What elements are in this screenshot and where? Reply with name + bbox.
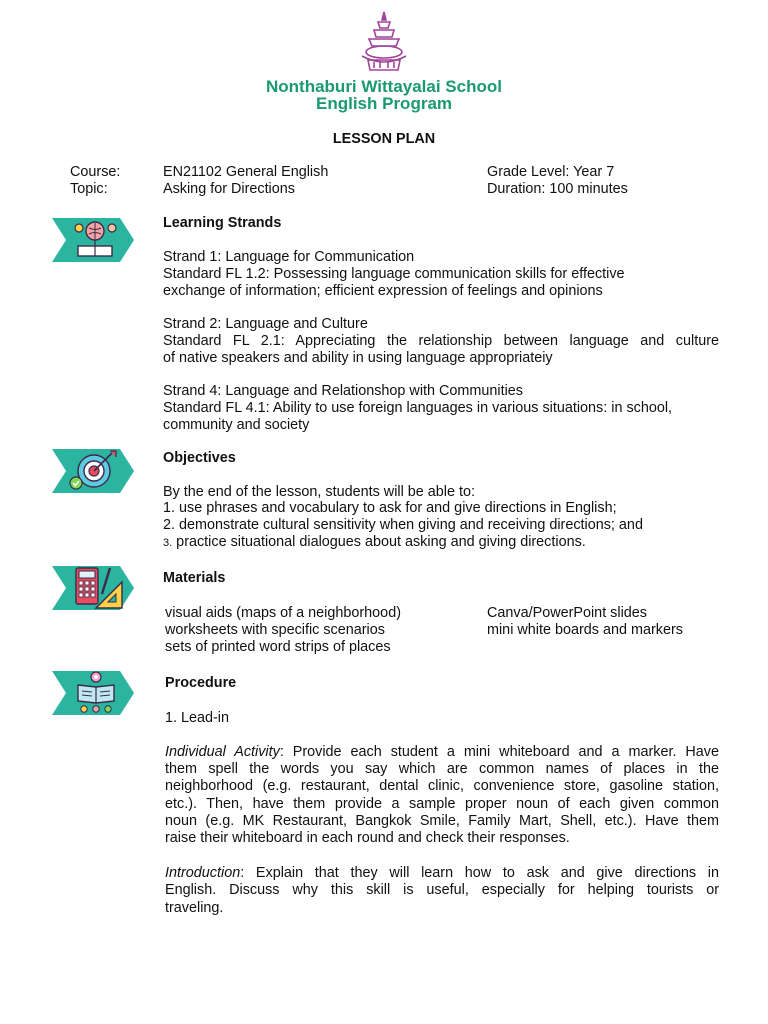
strand4-title: Strand 4: Language and Relationshop with Communities (163, 383, 523, 399)
objective-item-3 (163, 534, 719, 552)
school-crest-icon (356, 10, 412, 74)
individual-activity-line2: them spell the words you say which are common names of places in the (165, 761, 719, 777)
material-right-1: Canva/PowerPoint slides (487, 605, 647, 621)
individual-activity-line6: raise their whiteboard in each round and check their responses. (165, 830, 570, 846)
material-left-2: worksheets with specific scenarios (165, 622, 385, 638)
topic-label: Topic: (70, 181, 108, 197)
strand1-standard-line1: Standard FL 1.2: Possessing language communication skills for effective (163, 266, 625, 282)
objective-item-3-text: practice situational dialogues about asking and giving directions. (172, 534, 586, 550)
material-left-3: sets of printed word strips of places (165, 639, 391, 655)
individual-activity-line5: noun (e.g. MK Restaurant, Bangkok Smile, Family Mart, Shell, etc.). Have them (165, 813, 719, 829)
procedure-heading: Procedure (165, 675, 237, 691)
strand2-title: Strand 2: Language and Culture (163, 316, 368, 332)
objectives-intro: By the end of the lesson, students will be able to: (163, 484, 475, 500)
objective-item-3-number: 3. (163, 537, 173, 549)
learning-strands-heading: Learning Strands (163, 215, 282, 231)
material-right-2: mini white boards and markers (487, 622, 683, 638)
school-name: Nonthaburi Wittayalai School (266, 77, 502, 96)
strand1-standard-line2: exchange of information; efficient expression of feelings and opinions (163, 283, 603, 299)
introduction-line3: traveling. (165, 900, 224, 916)
target-arrow-icon (50, 447, 136, 495)
strand1-title: Strand 1: Language for Communication (163, 249, 415, 265)
course-label: Course: (70, 164, 121, 180)
grade-level: Grade Level: Year 7 (487, 164, 615, 180)
duration: Duration: 100 minutes (487, 181, 628, 197)
strand2-standard-line1: Standard FL 2.1: Appreciating the relationship between language and culture (163, 333, 719, 349)
objectives-heading: Objectives (163, 450, 236, 466)
objective-item-1: 1. use phrases and vocabulary to ask for and give directions in English; (163, 500, 617, 516)
individual-activity-text: : Provide each student a mini whiteboard and a marker. Have (279, 744, 720, 760)
material-left-1: visual aids (maps of a neighborhood) (165, 605, 401, 621)
objective-item-2: 2. demonstrate cultural sensitivity when giving and receiving directions; and (163, 517, 643, 533)
introduction-text: : Explain that they will learn how to ask and give directions in (240, 865, 719, 881)
strand4-standard-line1: Standard FL 4.1: Ability to use foreign languages in various situations: in school, (163, 400, 673, 416)
program-name: English Program (315, 94, 453, 113)
introduction-line1 (165, 865, 719, 882)
page-title: LESSON PLAN (332, 131, 436, 147)
course-value: EN21102 General English (163, 164, 329, 180)
strand2-standard-line2: of native speakers and ability in using language appropriateiy (163, 350, 553, 366)
materials-heading: Materials (163, 570, 226, 586)
individual-activity-line4: etc.). Then, have them provide a sample proper noun of each given common (165, 796, 719, 812)
strand4-standard-line2: community and society (163, 417, 310, 433)
topic-value: Asking for Directions (163, 181, 295, 197)
individual-activity-line3: neighborhood (e.g. restaurant, dental clinic, convenience store, gasoline station, (165, 778, 719, 794)
introduction-label: Introduction (165, 865, 241, 881)
procedure-step-1: 1. Lead-in (165, 710, 230, 726)
brain-book-icon (50, 216, 136, 264)
individual-activity-label: Individual Activity (165, 744, 280, 760)
introduction-line2: English. Discuss why this skill is useful, especially for helping tourists or (165, 882, 719, 898)
calculator-ruler-icon (50, 564, 136, 612)
book-gear-people-icon (50, 669, 136, 717)
individual-activity-line1 (165, 744, 719, 761)
